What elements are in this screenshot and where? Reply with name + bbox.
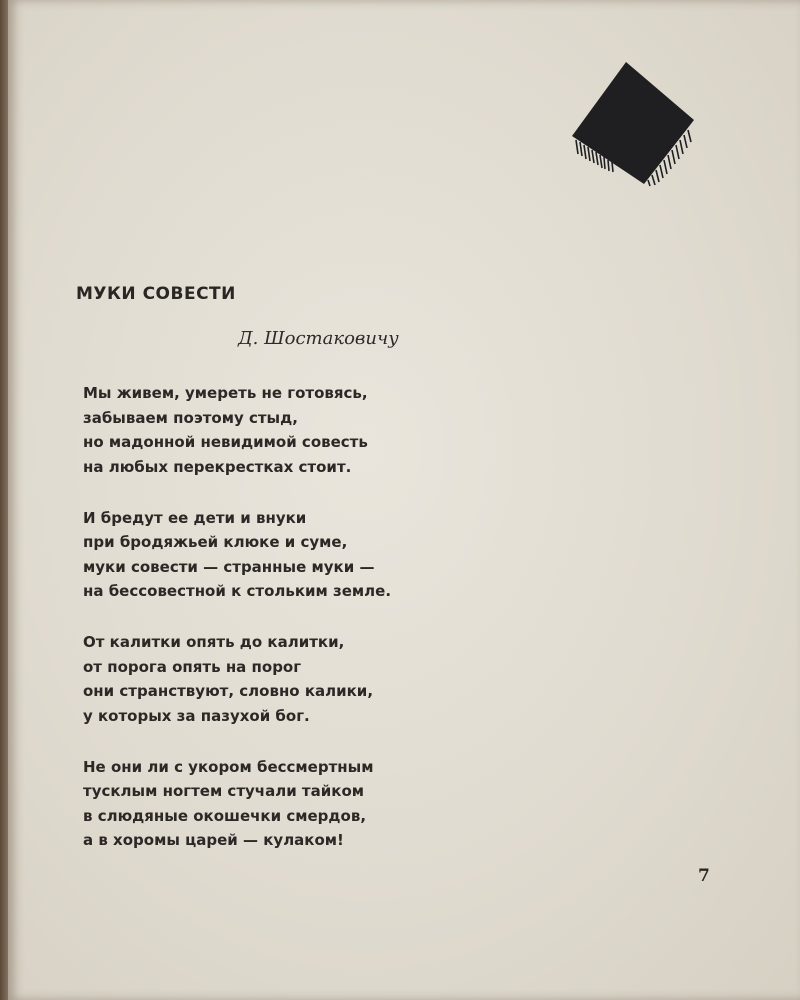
poem-line: забываем поэтому стыд, [83,408,298,427]
poem-line: а в хоромы царей — кулаком! [83,831,344,849]
poem-line: Мы живем, умереть не готовясь, [83,384,368,402]
poem-line: Не они ли с укором бессмертным [83,757,374,776]
fringed-shawl-icon [566,56,702,192]
stanza-4 [83,755,503,853]
poem-line: муки совести — странные муки — [83,557,375,576]
poem-body [83,381,503,879]
poem-title: МУКИ СОВЕСТИ [76,284,236,304]
poem-line: от порога опять на порог [83,657,302,676]
poem-line: тусклым ногтем стучали тайком [83,782,365,800]
poem-dedication: Д. Шостаковичу [238,328,399,349]
stanza-2 [83,506,503,604]
poem-line: в слюдяные окошечки смердов, [83,806,367,825]
book-page [8,0,800,1000]
stanza-3 [83,630,503,728]
page-number: 7 [698,866,710,886]
poem-line: От калитки опять до калитки, [83,633,345,651]
poem-line: при бродяжьей клюке и суме, [83,533,348,551]
poem-line: они странствуют, словно калики, [83,682,374,700]
poem-line: на бессовестной к стольким земле. [83,582,392,600]
poem-line: но мадонной невидимой совесть [83,433,368,451]
poem-line: у которых за пазухой бог. [83,706,310,725]
poem-line: на любых перекрестках стоит. [83,457,352,476]
stanza-1 [83,381,503,479]
poem-line: И бредут ее дети и внуки [83,508,307,527]
